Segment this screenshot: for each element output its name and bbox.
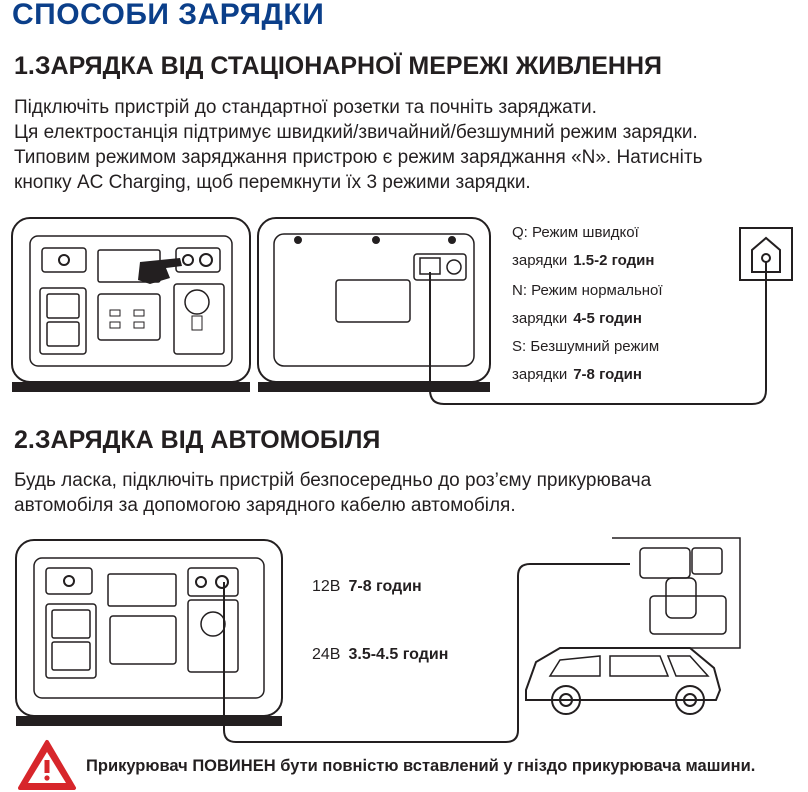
mode-s: S: Безшумний режим зарядки 7-8 годин — [512, 338, 660, 383]
power-station-car-illustration — [16, 540, 630, 742]
voltage-24v: 24В 3.5-4.5 годин — [312, 646, 449, 663]
wall-socket-icon — [740, 228, 792, 280]
section2-heading: 2.ЗАРЯДКА ВІД АВТОМОБІЛЯ — [14, 426, 381, 454]
mode-n: N: Режим нормальної зарядки 4-5 годин — [512, 282, 663, 327]
section2-paragraph: Будь ласка, підключіть пристрій безпосередньо до роз’єму прикурювача автомобіля за допомогою зарядного кабелю автомобіля. — [14, 470, 652, 516]
warning-triangle-icon — [20, 742, 74, 788]
warning-text: Прикурювач ПОВИНЕН бути повністю вставлений у гніздо прикурювача машини. — [86, 757, 756, 775]
pointer-hand-icon — [138, 258, 182, 284]
mode-q: Q: Режим швидкої зарядки 1.5-2 годин — [512, 224, 655, 269]
car-socket-panel-illustration — [612, 538, 740, 648]
power-station-front-illustration — [12, 218, 250, 392]
section1-paragraph: Підключіть пристрій до стандартної розетки та почніть заряджати. Ця електростанція підтримує швидкий/звичайний/безшумний режим зарядки. Типовим режимом заряджання пристрою є режим заряджання «N». Натисніть кнопку AC Charging, щоб перемкнути їх 3 режими зарядки. — [14, 97, 703, 193]
car-illustration — [526, 648, 720, 714]
voltage-12v: 12В 7-8 годин — [312, 578, 422, 595]
section1-heading: 1.ЗАРЯДКА ВІД СТАЦІОНАРНОЇ МЕРЕЖІ ЖИВЛЕННЯ — [14, 52, 662, 80]
page-title: СПОСОБИ ЗАРЯДКИ — [12, 0, 325, 31]
